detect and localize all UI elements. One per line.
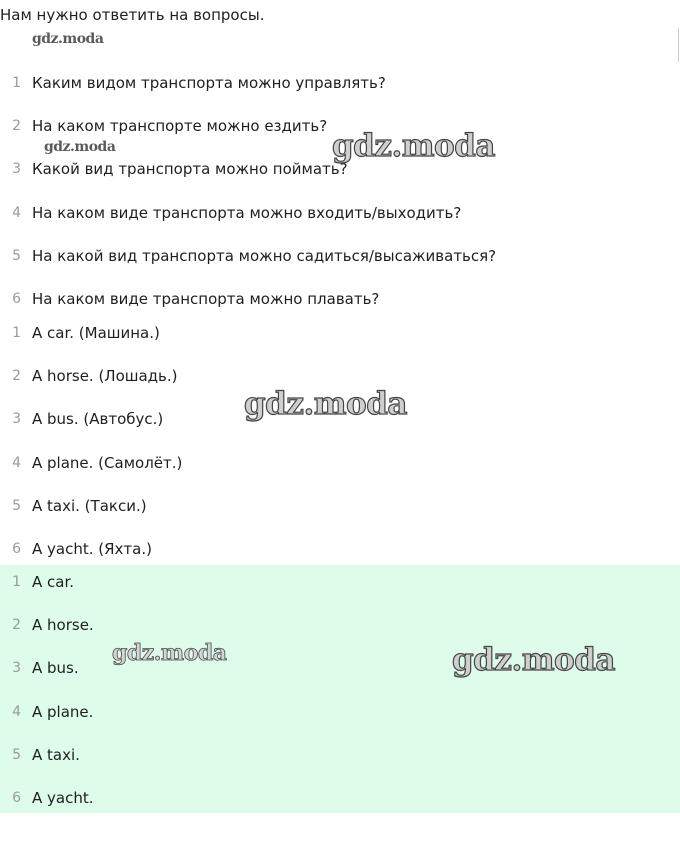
item-text: A yacht. xyxy=(32,788,94,807)
item-number: 3 xyxy=(12,411,21,428)
item-number: 4 xyxy=(12,703,21,720)
item-number: 3 xyxy=(12,660,21,677)
item-number: 1 xyxy=(12,75,21,91)
item-text: A car. (Машина.) xyxy=(32,324,160,342)
item-text: A plane. xyxy=(32,702,94,721)
item-number: 4 xyxy=(12,454,21,471)
item-text: На каком виде транспорта можно входить/выходить? xyxy=(32,203,462,222)
item-text: A car. xyxy=(32,573,75,591)
item-number: 2 xyxy=(12,368,21,385)
watermark-logo: gdz.moda xyxy=(112,640,227,666)
item-text: A bus. xyxy=(32,659,79,678)
item-number: 5 xyxy=(12,746,21,763)
item-text: Каким видом транспорта можно управлять? xyxy=(32,74,386,92)
watermark-logo: gdz.moda xyxy=(44,139,116,155)
item-number: 6 xyxy=(12,789,21,806)
item-number: 6 xyxy=(12,290,21,307)
list-item xyxy=(0,72,680,115)
item-text: A plane. (Самолёт.) xyxy=(32,453,183,472)
item-number: 3 xyxy=(12,161,21,178)
item-number: 4 xyxy=(12,204,21,221)
item-text: На какой вид транспорта можно садиться/высаживаться? xyxy=(32,246,497,265)
questions-list xyxy=(0,72,680,331)
item-text: A horse. (Лошадь.) xyxy=(32,367,178,386)
list-item xyxy=(0,158,680,201)
item-number: 2 xyxy=(12,617,21,634)
list-item xyxy=(0,701,680,744)
item-text: A yacht. (Яхта.) xyxy=(32,539,152,558)
item-number: 1 xyxy=(12,325,21,341)
translations-list xyxy=(0,322,680,581)
item-text: A bus. (Автобус.) xyxy=(32,410,164,429)
watermark-logo: gdz.moda xyxy=(332,128,495,164)
list-item xyxy=(0,571,680,614)
item-text: На каком транспорте можно ездить? xyxy=(32,117,328,136)
item-text: A horse. xyxy=(32,616,94,635)
item-text: A taxi. (Такси.) xyxy=(32,496,147,515)
watermark-logo: gdz.moda xyxy=(32,31,104,47)
list-item xyxy=(0,495,680,538)
item-number: 2 xyxy=(12,118,21,135)
watermark-logo: gdz.moda xyxy=(452,642,615,678)
list-item xyxy=(0,787,680,830)
list-item xyxy=(0,322,680,365)
watermark-logo: gdz.moda xyxy=(244,386,407,422)
scrollbar-track[interactable] xyxy=(678,28,679,62)
list-item xyxy=(0,202,680,245)
item-number: 1 xyxy=(12,574,21,590)
list-item xyxy=(0,245,680,288)
item-number: 5 xyxy=(12,247,21,264)
list-item xyxy=(0,452,680,495)
item-number: 5 xyxy=(12,497,21,514)
list-item xyxy=(0,744,680,787)
item-number: 6 xyxy=(12,540,21,557)
item-text: A taxi. xyxy=(32,745,80,764)
item-text: На каком виде транспорта можно плавать? xyxy=(32,289,380,308)
intro-text: Нам нужно ответить на вопросы. xyxy=(0,6,265,24)
answers-list xyxy=(0,571,680,830)
item-text: Какой вид транспорта можно поймать? xyxy=(32,160,348,179)
